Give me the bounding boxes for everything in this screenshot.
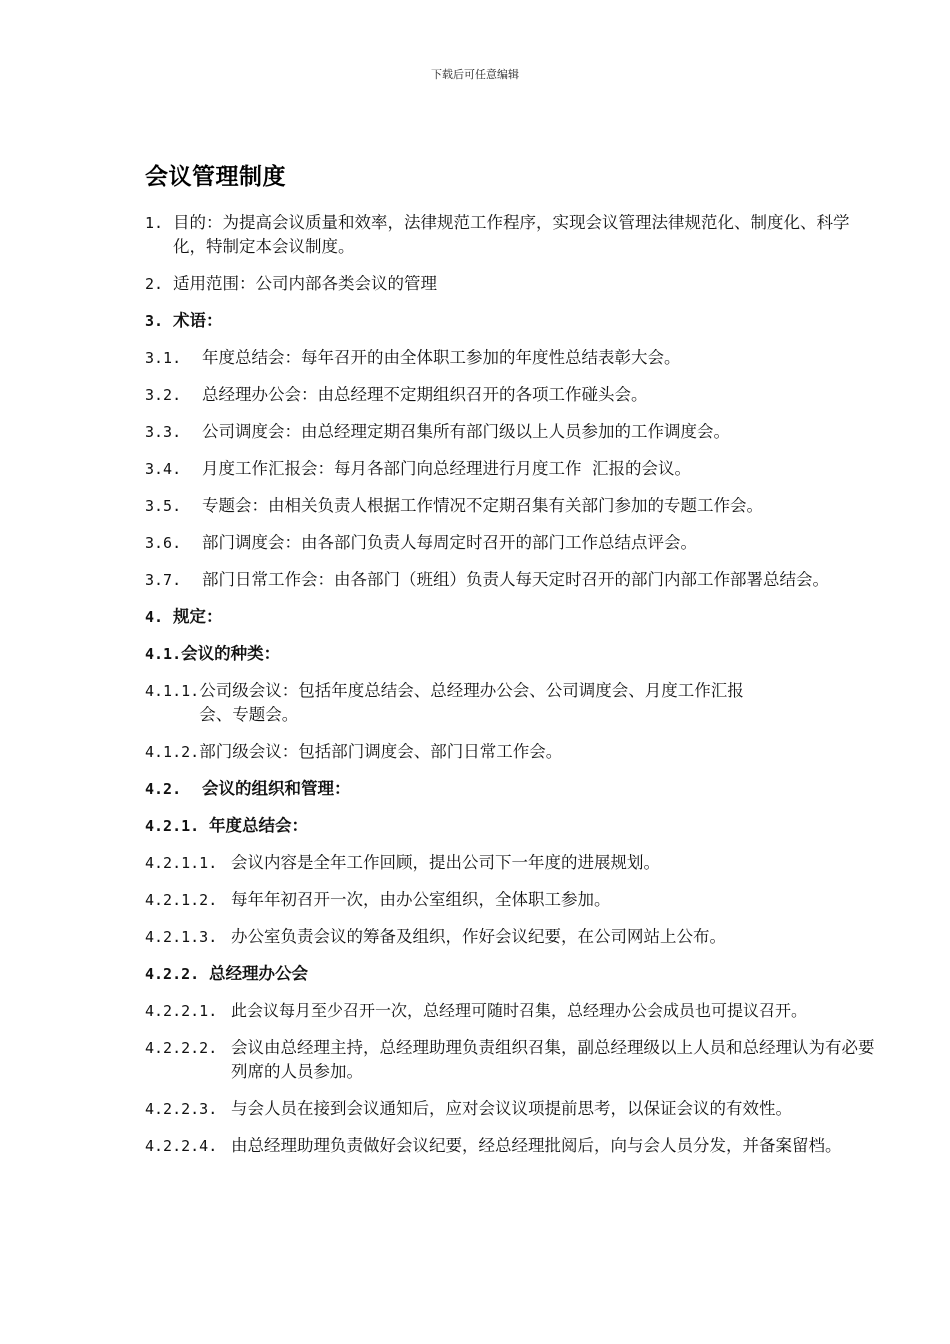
item-text: 部门调度会：由各部门负责人每周定时召开的部门工作总结点评会。 [202, 533, 697, 552]
section-terms-heading [145, 309, 915, 333]
section-rules-heading [145, 605, 915, 629]
term-item [145, 494, 915, 518]
document-title: 会议管理制度 [145, 164, 286, 190]
meeting-type-item [145, 740, 915, 764]
term-item [145, 531, 915, 555]
subsection-heading [145, 642, 915, 666]
item-number: 4.2.1.2. [145, 891, 218, 909]
item-text: 会议的组织和管理： [202, 779, 351, 798]
subsubsection-heading [145, 814, 915, 838]
term-item [145, 568, 915, 592]
term-item [145, 457, 915, 481]
item-text: 会议内容是全年工作回顾，提出公司下一年度的进展规划。 [231, 853, 660, 872]
item-number: 4.2.1.1. [145, 854, 218, 872]
clause-item [145, 999, 915, 1023]
meeting-type-item [145, 679, 915, 727]
item-text: 规定： [173, 607, 223, 626]
item-text: 此会议每月至少召开一次，总经理可随时召集，总经理办公会成员也可提议召开。 [231, 1001, 808, 1020]
item-text: 适用范围：公司内部各类会议的管理 [173, 274, 437, 293]
item-text: 年度总结会：每年召开的由全体职工参加的年度性总结表彰大会。 [202, 348, 681, 367]
item-text: 术语： [173, 311, 223, 330]
item-number: 3.4. [145, 460, 182, 478]
item-text: 部门级会议：包括部门调度会、部门日常工作会。 [199, 742, 563, 761]
item-text: 公司级会议：包括年度总结会、总经理办公会、公司调度会、月度工作汇报会、专题会。 [199, 681, 744, 724]
term-item [145, 420, 915, 444]
clause-item [145, 925, 915, 949]
item-number: 4.2.1.3. [145, 928, 218, 946]
item-number: 4.1.1. [145, 682, 200, 700]
page-header-note: 下载后可任意编辑 [431, 68, 519, 81]
item-number: 4.2.1. [145, 817, 200, 835]
clause-item [145, 888, 915, 912]
item-text: 年度总结会： [209, 816, 308, 835]
item-number: 1. [145, 214, 164, 232]
item-text: 公司调度会：由总经理定期召集所有部门级以上人员参加的工作调度会。 [202, 422, 730, 441]
item-text: 部门日常工作会：由各部门（班组）负责人每天定时召开的部门内部工作部署总结会。 [202, 570, 829, 589]
item-number: 2. [145, 275, 164, 293]
subsection-heading [145, 777, 915, 801]
item-number: 3.5. [145, 497, 182, 515]
item-number: 3.7. [145, 571, 182, 589]
item-number: 3.1. [145, 349, 182, 367]
item-text: 总经理办公会：由总经理不定期组织召开的各项工作碰头会。 [202, 385, 648, 404]
item-text: 专题会：由相关负责人根据工作情况不定期召集有关部门参加的专题工作会。 [202, 496, 763, 515]
clause-item [145, 851, 915, 875]
clause-item [145, 1134, 915, 1158]
item-number: 4.2.2.4. [145, 1137, 218, 1155]
section-purpose [145, 211, 915, 259]
item-text: 会议的种类： [181, 644, 281, 663]
section-scope [145, 272, 915, 296]
item-text: 由总经理助理负责做好会议纪要，经总经理批阅后，向与会人员分发，并备案留档。 [231, 1136, 842, 1155]
item-text: 会议由总经理主持，总经理助理负责组织召集，副总经理级以上人员和总经理认为有必要列席的人员参加。 [231, 1038, 875, 1081]
item-number: 3.3. [145, 423, 182, 441]
item-text: 总经理办公会 [209, 964, 308, 983]
term-item [145, 346, 915, 370]
item-text: 与会人员在接到会议通知后，应对会议议项提前思考，以保证会议的有效性。 [231, 1099, 792, 1118]
item-text: 目的：为提高会议质量和效率，法律规范工作程序，实现会议管理法律规范化、制度化、科学化，特制定本会议制度。 [173, 213, 850, 256]
term-item [145, 383, 915, 407]
clause-item [145, 1036, 915, 1084]
item-text: 月度工作汇报会：每月各部门向总经理进行月度工作 汇报的会议。 [202, 459, 691, 478]
item-text: 每年年初召开一次，由办公室组织，全体职工参加。 [231, 890, 611, 909]
item-number: 4.2.2.1. [145, 1002, 218, 1020]
item-number: 3. [145, 312, 164, 330]
item-number: 3.2. [145, 386, 182, 404]
item-number: 4. [145, 608, 164, 626]
item-number: 4.1. [145, 645, 182, 663]
document-body [145, 211, 915, 1171]
clause-item [145, 1097, 915, 1121]
item-number: 4.2.2.2. [145, 1039, 218, 1057]
item-number: 4.2. [145, 780, 182, 798]
item-number: 3.6. [145, 534, 182, 552]
item-text: 办公室负责会议的筹备及组织，作好会议纪要，在公司网站上公布。 [231, 927, 726, 946]
subsubsection-heading [145, 962, 915, 986]
item-number: 4.2.2. [145, 965, 200, 983]
item-number: 4.2.2.3. [145, 1100, 218, 1118]
item-number: 4.1.2. [145, 743, 200, 761]
